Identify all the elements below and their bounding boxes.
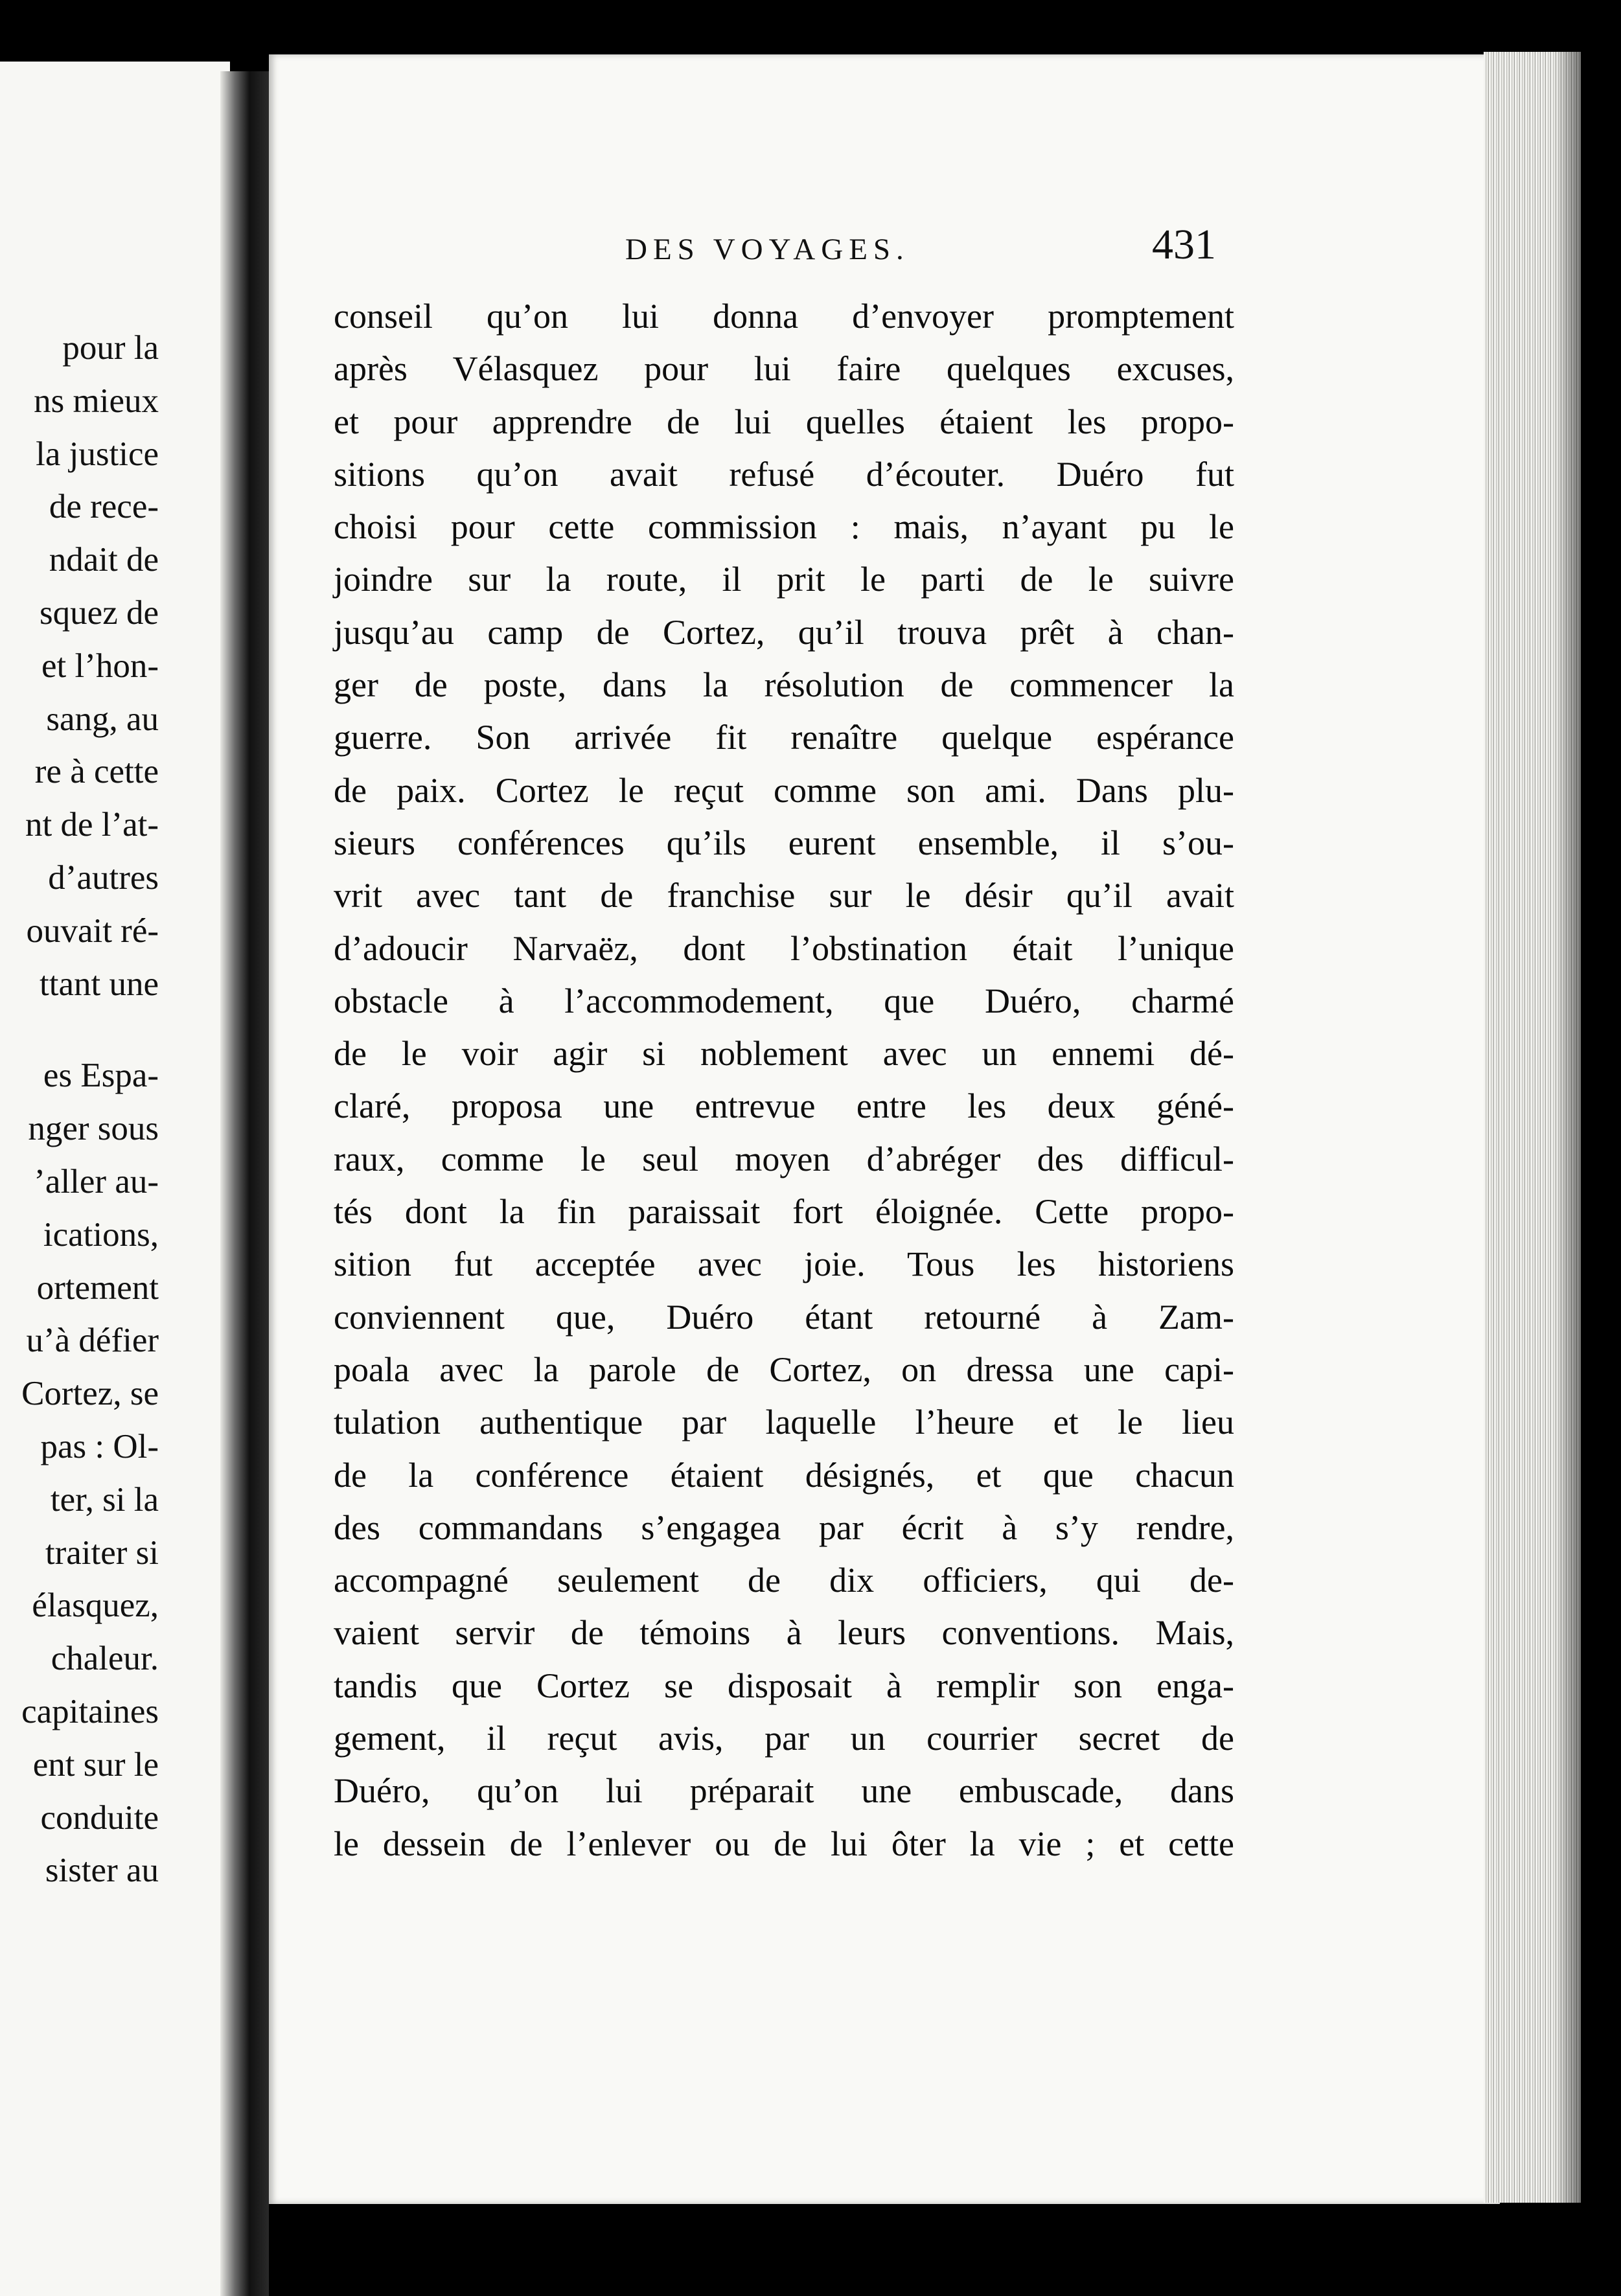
text-line: d’adoucir Narvaëz, dont l’obstination était l’unique [334,928,1234,968]
left-line: sang, au [46,700,159,738]
text-line: accompagné seulement de dix officiers, qui de- [334,1561,1234,1600]
text-line: conviennent que, Duéro étant retourné à Zam- [334,1297,1234,1337]
left-line: la justice [36,435,159,473]
text-line: le dessein de l’enlever ou de lui ôter la vie ; et cette [334,1824,1234,1863]
left-line: ’aller au- [34,1162,159,1200]
text-line: poala avec la parole de Cortez, on dressa une capi- [334,1349,1234,1389]
text-line: gement, il reçut avis, par un courrier secret de [334,1719,1234,1758]
text-line: choisi pour cette commission : mais, n’ayant pu le [334,507,1234,547]
left-line: nt de l’at- [25,806,159,844]
text-line: conseil qu’on lui donna d’envoyer promptement [334,297,1234,336]
left-line: re à cette [34,753,159,791]
left-line: d’autres [48,858,159,897]
left-line: ttant une [40,965,159,1003]
text-line: de paix. Cortez le reçut comme son ami. Dans plu- [334,770,1234,810]
left-line: et l’hon- [41,647,159,685]
text-line: des commandans s’engagea par écrit à s’y rendre, [334,1508,1234,1547]
left-line: de rece- [49,488,159,526]
left-line: squez de [40,593,159,632]
text-line: raux, comme le seul moyen d’abréger des difficul- [334,1139,1234,1178]
running-head: DES VOYAGES. [625,233,910,266]
text-line: claré, proposa une entrevue entre les deux géné- [334,1086,1234,1126]
text-line: vrit avec tant de franchise sur le désir qu’il avait [334,876,1234,915]
left-line: traiter si [45,1533,159,1572]
left-line: conduite [40,1798,159,1837]
text-line: sitions qu’on avait refusé d’écouter. Duéro fut [334,454,1234,494]
text-line: tés dont la fin paraissait fort éloignée. Cette propo- [334,1192,1234,1232]
book-gutter [220,71,269,2296]
left-line: ications, [43,1215,159,1254]
page-edge-shadow [1555,52,1584,2203]
left-line: sister au [45,1852,159,1890]
left-line: ns mieux [34,382,159,420]
text-line: joindre sur la route, il prit le parti de le suivre [334,560,1234,599]
text-line: tulation authentique par laquelle l’heure et le lieu [334,1403,1234,1442]
left-line: pour la [62,329,159,367]
text-line: et pour apprendre de lui quelles étaient les propo- [334,402,1234,441]
text-line: jusqu’au camp de Cortez, qu’il trouva prêt à chan- [334,612,1234,652]
left-line: nger sous [28,1110,159,1148]
text-line: Duéro, qu’on lui préparait une embuscade, dans [334,1771,1234,1811]
text-line: ger de poste, dans la résolution de commencer la [334,665,1234,705]
text-line: de la conférence étaient désignés, et que chacun [334,1455,1234,1495]
left-line: ortement [36,1269,159,1307]
left-line: pas : Ol- [40,1427,159,1465]
left-page [0,62,230,2296]
left-page-text [0,322,159,1898]
left-line: chaleur. [51,1640,159,1678]
left-line: es Espa- [43,1057,159,1095]
text-line: sition fut acceptée avec joie. Tous les historiens [334,1245,1234,1284]
text-line: obstacle à l’accommodement, que Duéro, charmé [334,981,1234,1020]
text-line: guerre. Son arrivée fit renaître quelque espérance [334,718,1234,757]
left-line: u’à défier [26,1322,159,1360]
left-line: Cortez, se [21,1375,159,1413]
left-line: ndait de [49,541,159,579]
left-line: capitaines [21,1692,159,1730]
page-number: 431 [1152,221,1216,268]
text-line: sieurs conférences qu’ils eurent ensemble, il s’ou- [334,823,1234,862]
left-paragraph-gap [0,1011,159,1050]
left-line: ent sur le [32,1745,159,1784]
left-line: ter, si la [50,1480,159,1519]
text-line: après Vélasquez pour lui faire quelques excuses, [334,349,1234,389]
left-line: ouvait ré- [26,912,159,950]
text-line: vaient servir de témoins à leurs conventions. Mais, [334,1613,1234,1653]
left-line: élasquez, [32,1587,159,1625]
text-line: de le voir agir si noblement avec un ennemi dé- [334,1034,1234,1073]
text-line: tandis que Cortez se disposait à remplir son enga- [334,1666,1234,1705]
right-page-body-text [334,290,1234,1870]
